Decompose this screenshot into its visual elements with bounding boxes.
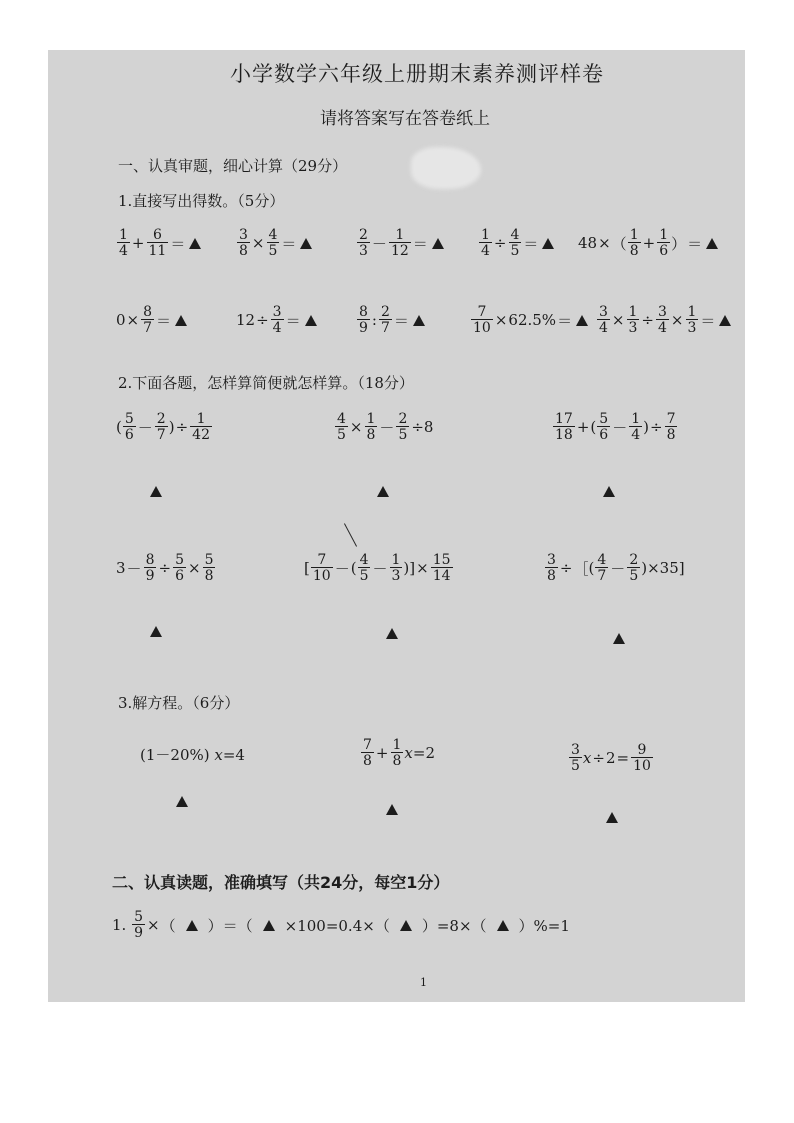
answer-blank-triangle <box>150 626 162 637</box>
answer-blank-triangle <box>305 315 317 326</box>
answer-blank-triangle <box>542 238 554 249</box>
answer-blank-triangle <box>603 486 615 497</box>
q2-expr-6: $\frac{3}{8}$ ÷ ［ ( $\frac{4}{7}$ － $\frac{2}{5}$ ) ×35 ] <box>547 552 685 584</box>
answer-blank-triangle <box>497 920 509 931</box>
q1-expr-3: $\frac{2}{3}$ － $\frac{1}{12}$ ＝ <box>356 228 447 258</box>
q2-expr-3: $\frac{17}{18}$ + ( $\frac{5}{6}$ － $\frac{1}{4}$ ) ÷ $\frac{7}{8}$ <box>555 411 676 443</box>
section2-heading: 二、认真读题，准确填写（共24分，每空1分） <box>112 873 450 892</box>
answer-blank-triangle <box>377 486 389 497</box>
answer-blank-triangle <box>263 920 275 931</box>
answer-blank-triangle <box>386 804 398 815</box>
answer-blank-triangle <box>400 920 412 931</box>
page-number: 1 <box>420 976 427 989</box>
q2-expr-4: 3 － $\frac{8}{9}$ ÷ $\frac{5}{6}$ × $\frac{5}{8}$ <box>116 552 214 584</box>
answer-blank-triangle <box>432 238 444 249</box>
q1-expr-5: 48 × （ $\frac{1}{8}$ + $\frac{1}{6}$ ） ＝ <box>578 228 721 258</box>
pen-stroke <box>344 523 357 546</box>
exam-title: 小学数学六年级上册期末素养测评样卷 <box>230 62 604 86</box>
answer-blank-triangle <box>176 796 188 807</box>
answer-blank-triangle <box>413 315 425 326</box>
exam-paper <box>48 50 745 1002</box>
q3-expr-2: $\frac{7}{8}$ + $\frac{1}{8}$ x =2 <box>363 737 436 769</box>
smudge-mark <box>411 147 481 189</box>
answer-blank-triangle <box>576 315 588 326</box>
q1-expr-9: $\frac{7}{10}$ × 62.5% ＝ <box>470 305 591 335</box>
answer-blank-triangle <box>719 315 731 326</box>
exam-subtitle: 请将答案写在答卷纸上 <box>320 109 490 129</box>
answer-blank-triangle <box>189 238 201 249</box>
answer-blank-triangle <box>706 238 718 249</box>
q1-expr-4: $\frac{1}{4}$ ÷ $\frac{4}{5}$ ＝ <box>478 228 557 258</box>
q1-expr-7: 12 ÷ $\frac{3}{4}$ ＝ <box>236 305 320 335</box>
q2-expr-5: [ $\frac{7}{10}$ － ( $\frac{4}{5}$ － $\frac{1}{3}$ ) ] × $\frac{15}{14}$ <box>304 552 451 584</box>
q1-expr-2: $\frac{3}{8}$ × $\frac{4}{5}$ ＝ <box>236 228 315 258</box>
answer-blank-triangle <box>606 812 618 823</box>
q2-label: 2.下面各题，怎样算简便就怎样算。（18分） <box>118 374 414 392</box>
answer-blank-triangle <box>175 315 187 326</box>
q1-label: 1.直接写出得数。（5分） <box>118 192 285 210</box>
answer-blank-triangle <box>186 920 198 931</box>
q3-label: 3.解方程。（6分） <box>118 694 240 712</box>
q3-expr-3: $\frac{3}{5}$ x ÷ 2 = $\frac{9}{10}$ <box>571 742 651 774</box>
section1-heading: 一、认真审题，细心计算（29分） <box>118 157 348 175</box>
answer-blank-triangle <box>150 486 162 497</box>
q2-expr-1: ( $\frac{5}{6}$ － $\frac{2}{7}$ ) ÷ $\frac{1}{42}$ <box>116 411 210 443</box>
answer-blank-triangle <box>613 633 625 644</box>
answer-blank-triangle <box>300 238 312 249</box>
q1-expr-1: $\frac{1}{4}$ + $\frac{6}{11}$ ＝ <box>116 228 204 258</box>
q3-expr-1: (1－20%) x =4 <box>140 745 245 764</box>
q1-expr-6: 0 × $\frac{8}{7}$ ＝ <box>116 305 190 335</box>
q1-expr-10: $\frac{3}{4}$ × $\frac{1}{3}$ ÷ $\frac{3}{4}$ × $\frac{1}{3}$ ＝ <box>596 305 734 335</box>
s2-q1-expr: 1. $\frac{5}{9}$ × （ ）＝（ ×100=0.4×（ ）=8×（ ）%=1 <box>112 909 570 941</box>
q2-expr-2: $\frac{4}{5}$ × $\frac{1}{8}$ － $\frac{2}{5}$ ÷8 <box>337 411 434 443</box>
answer-blank-triangle <box>386 628 398 639</box>
q1-expr-8: $\frac{8}{9}$ : $\frac{2}{7}$ ＝ <box>356 305 428 335</box>
